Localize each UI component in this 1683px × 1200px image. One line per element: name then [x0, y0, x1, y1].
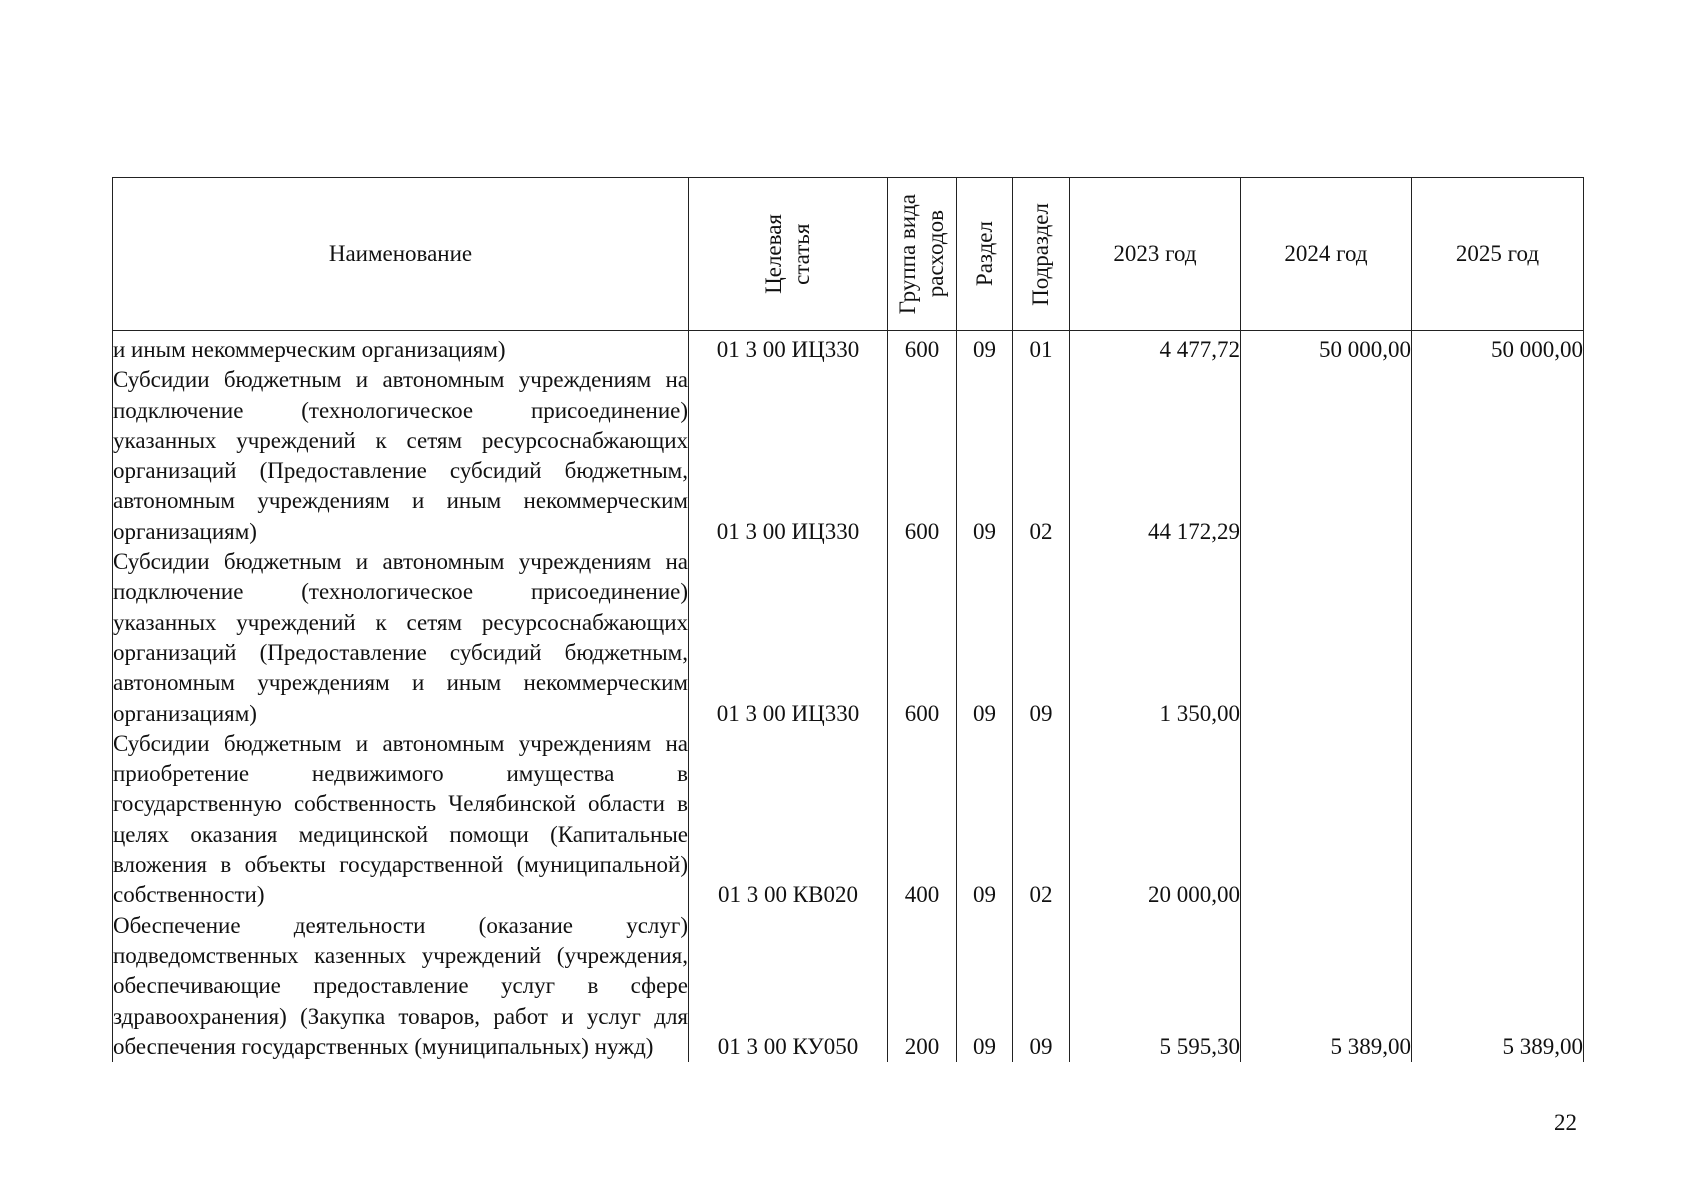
row-name: и иным некоммерческим организациям): [113, 331, 689, 366]
row-expense-group: 400: [888, 729, 957, 911]
header-subsection: Подраздел: [1013, 178, 1070, 331]
row-section: 09: [957, 365, 1013, 547]
header-section: Раздел: [957, 178, 1013, 331]
row-name: Субсидии бюджетным и автономным учреждениям на приобретение недвижимого имущества в государственную собственность Челябинской области в целях оказания медицинской помощи (Капитальные вложения в объекты государственной (муниципальной) собственности): [113, 729, 689, 911]
header-year-2024: 2024 год: [1241, 178, 1412, 331]
row-amount-2023: 1 350,00: [1070, 547, 1241, 729]
row-amount-2025: 5 389,00: [1412, 911, 1584, 1062]
row-target-article: 01 3 00 КУ050: [689, 911, 888, 1062]
row-subsection: 09: [1013, 547, 1070, 729]
row-subsection: 01: [1013, 331, 1070, 366]
row-section: 09: [957, 547, 1013, 729]
row-amount-2023: 20 000,00: [1070, 729, 1241, 911]
table-row: [113, 547, 1584, 729]
row-expense-group: 600: [888, 331, 957, 366]
row-subsection: 02: [1013, 729, 1070, 911]
table-header-row: [113, 178, 1584, 331]
row-amount-2025: [1412, 547, 1584, 729]
row-name: Обеспечение деятельности (оказание услуг) подведомственных казенных учреждений (учреждения, обеспечивающие предоставление услуг в сфере здравоохранения) (Закупка товаров, работ и услуг для обеспечения государственных (муниципальных) нужд): [113, 911, 689, 1062]
row-section: 09: [957, 331, 1013, 366]
row-expense-group: 200: [888, 911, 957, 1062]
header-year-2023: 2023 год: [1070, 178, 1241, 331]
row-amount-2025: 50 000,00: [1412, 331, 1584, 366]
row-amount-2025: [1412, 729, 1584, 911]
row-expense-group: 600: [888, 365, 957, 547]
header-expense-group: Группа вида расходов: [888, 178, 957, 331]
row-target-article: 01 3 00 КВ020: [689, 729, 888, 911]
budget-table: [112, 177, 1584, 1062]
row-name: Субсидии бюджетным и автономным учреждениям на подключение (технологическое присоединение) указанных учреждений к сетям ресурсоснабжающих организаций (Предоставление субсидий бюджетным, автономным учреждениям и иным некоммерческим организациям): [113, 365, 689, 547]
row-target-article: 01 3 00 ИЦ330: [689, 547, 888, 729]
header-target-article: Целевая статья: [689, 178, 888, 331]
row-name: Субсидии бюджетным и автономным учреждениям на подключение (технологическое присоединение) указанных учреждений к сетям ресурсоснабжающих организаций (Предоставление субсидий бюджетным, автономным учреждениям и иным некоммерческим организациям): [113, 547, 689, 729]
row-section: 09: [957, 729, 1013, 911]
row-section: 09: [957, 911, 1013, 1062]
header-name: Наименование: [113, 178, 689, 331]
row-amount-2024: 50 000,00: [1241, 331, 1412, 366]
row-target-article: 01 3 00 ИЦ330: [689, 331, 888, 366]
page-number: 22: [1554, 1110, 1577, 1135]
row-amount-2023: 5 595,30: [1070, 911, 1241, 1062]
row-subsection: 02: [1013, 365, 1070, 547]
row-target-article: 01 3 00 ИЦ330: [689, 365, 888, 547]
table-row: [113, 365, 1584, 547]
row-expense-group: 600: [888, 547, 957, 729]
row-amount-2023: 4 477,72: [1070, 331, 1241, 366]
row-subsection: 09: [1013, 911, 1070, 1062]
header-year-2025: 2025 год: [1412, 178, 1584, 331]
row-amount-2024: [1241, 547, 1412, 729]
row-amount-2025: [1412, 365, 1584, 547]
table-row: [113, 331, 1584, 366]
row-amount-2024: [1241, 365, 1412, 547]
row-amount-2024: 5 389,00: [1241, 911, 1412, 1062]
table-row: [113, 729, 1584, 911]
table-row: [113, 911, 1584, 1062]
row-amount-2023: 44 172,29: [1070, 365, 1241, 547]
row-amount-2024: [1241, 729, 1412, 911]
